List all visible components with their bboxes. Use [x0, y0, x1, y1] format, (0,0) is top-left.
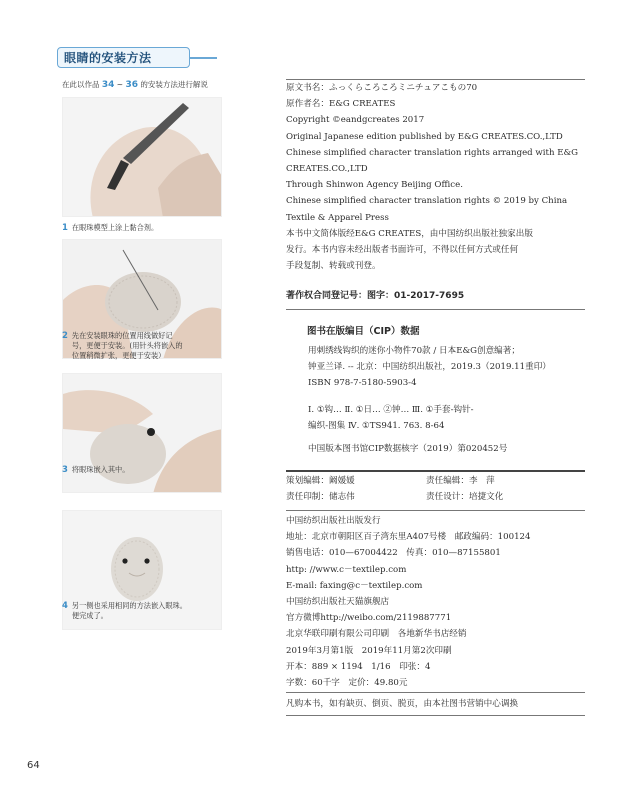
cip-number-text: 中国版本图书馆CIP数据核字（2019）第020452号: [308, 444, 508, 454]
info-line: Textile & Apparel Press: [286, 212, 389, 223]
cip-class-line: Ⅰ. ①钩… Ⅱ. ①日… ②钟… Ⅲ. ①手套-钩针-: [308, 405, 474, 415]
intro-num-1: 34: [101, 80, 115, 90]
step-number: 3: [62, 465, 68, 475]
info-line: Chinese simplified character translation rights arranged with E&G: [286, 147, 579, 158]
step-2: [62, 331, 232, 361]
cip-block: [308, 343, 608, 392]
divider-cip: [286, 309, 585, 310]
intro-sep: ~: [114, 80, 126, 89]
staff-b: 责任编辑：李 萍: [426, 476, 495, 486]
publisher-line: 字数：60千字 定价：49.80元: [286, 678, 408, 689]
info-line: 发行。本书内容未经出版者书面许可，不得以任何方式或任何: [286, 245, 519, 256]
info-line: 本书中文简体版经E&G CREATES，由中国纺织出版社独家出版: [286, 228, 533, 239]
publisher-line: E-mail: faxing@c－textilep.com: [286, 580, 423, 591]
staff-block: [286, 473, 586, 505]
publisher-line: 销售电话：010—67004422 传真：010—87155801: [286, 548, 501, 559]
publisher-line: 2019年3月第1版 2019年11月第2次印刷: [286, 645, 452, 656]
info-line: 原作者名：E&G CREATES: [286, 99, 396, 110]
intro-pre: 在此以作品: [62, 80, 100, 89]
intro-post: 的安装方法进行解说: [140, 80, 208, 89]
cip-line: 用刺绣线钩织的迷你小物件70款 / 日本E&G创意编著；: [308, 346, 520, 356]
step-number: 1: [62, 223, 68, 233]
staff-a: 责任印制：储志伟: [286, 492, 355, 503]
info-line: CREATES.CO.,LTD: [286, 164, 368, 175]
title-rule: [190, 57, 217, 59]
cip-title: 图书在版编目（CIP）数据: [307, 326, 420, 337]
info-line: 原文书名：ふっくらころころミニチュアこもの70: [286, 83, 478, 93]
cip-line: 钟亚兰译. -- 北京：中国纺织出版社，2019.3（2019.11重印）: [308, 362, 551, 373]
step-text: 在眼珠模型上涂上黏合剂。: [71, 223, 159, 232]
intro-text: [62, 79, 208, 90]
info-line: Chinese simplified character translation rights © 2019 by China: [286, 196, 568, 207]
step-4: [62, 601, 232, 621]
cip-number: [308, 441, 608, 457]
cip-class-line: 编织-图集 Ⅳ. ①TS941. 763. 8-64: [308, 421, 445, 432]
publisher-line: http: //www.c－textilep.com: [286, 564, 407, 575]
publisher-line: 开本：889 × 1194 1/16 印张：4: [286, 661, 431, 672]
info-line: Copyright ©eandgcreates 2017: [286, 115, 425, 126]
step-3-photo: [62, 373, 222, 493]
step-text: 另一侧也采用相同的方法嵌入眼珠。 便完成了。: [71, 601, 187, 620]
publisher-block: [286, 513, 586, 691]
divider-footer: [286, 692, 585, 693]
original-info: [286, 80, 586, 274]
publisher-line: 北京华联印刷有限公司印刷 各地新华书店经销: [286, 629, 467, 640]
publisher-line: 地址：北京市朝阳区百子湾东里A407号楼 邮政编码：100124: [286, 532, 531, 543]
info-line: Through Shinwon Agency Beijing Office.: [286, 180, 463, 191]
cip-line: ISBN 978-7-5180-5903-4: [308, 378, 417, 389]
divider-publisher: [286, 510, 585, 511]
intro-num-2: 36: [125, 80, 139, 90]
step-number: 4: [62, 601, 68, 611]
step-1-photo: [62, 97, 222, 217]
footer-text: 凡购本书，如有缺页、倒页、脱页，由本社图书营销中心调换: [286, 699, 519, 709]
info-line: 手段复制、转载或刊登。: [286, 261, 381, 272]
staff-a: 策划编辑：阚媛媛: [286, 476, 355, 486]
step-1: [62, 223, 232, 233]
contract-number: 著作权合同登记号：图字：01-2017-7695: [286, 291, 465, 301]
step-3: [62, 465, 232, 475]
publisher-line: 中国纺织出版社出版发行: [286, 516, 381, 526]
step-text: 将眼珠嵌入其中。: [71, 465, 130, 474]
step-number: 2: [62, 331, 68, 341]
page-number: 64: [27, 760, 40, 771]
section-title: 眼睛的安装方法: [57, 47, 190, 68]
cip-class: [308, 402, 608, 434]
staff-b: 责任设计：培捷文化: [426, 492, 504, 503]
divider-staff: [286, 470, 585, 472]
step-text: 先在安装眼珠的位置用线做好记 号，更便于安装。(用针头将嵌入的 位置稍微扩张，更便于安装）: [71, 331, 183, 360]
footer-block: [286, 696, 586, 712]
divider-bottom: [286, 715, 585, 716]
info-line: Original Japanese edition published by E&G CREATES.CO.,LTD: [286, 131, 563, 142]
publisher-line: 官方微博http://weibo.com/2119887771: [286, 613, 452, 624]
publisher-line: 中国纺织出版社天猫旗舰店: [286, 597, 390, 608]
